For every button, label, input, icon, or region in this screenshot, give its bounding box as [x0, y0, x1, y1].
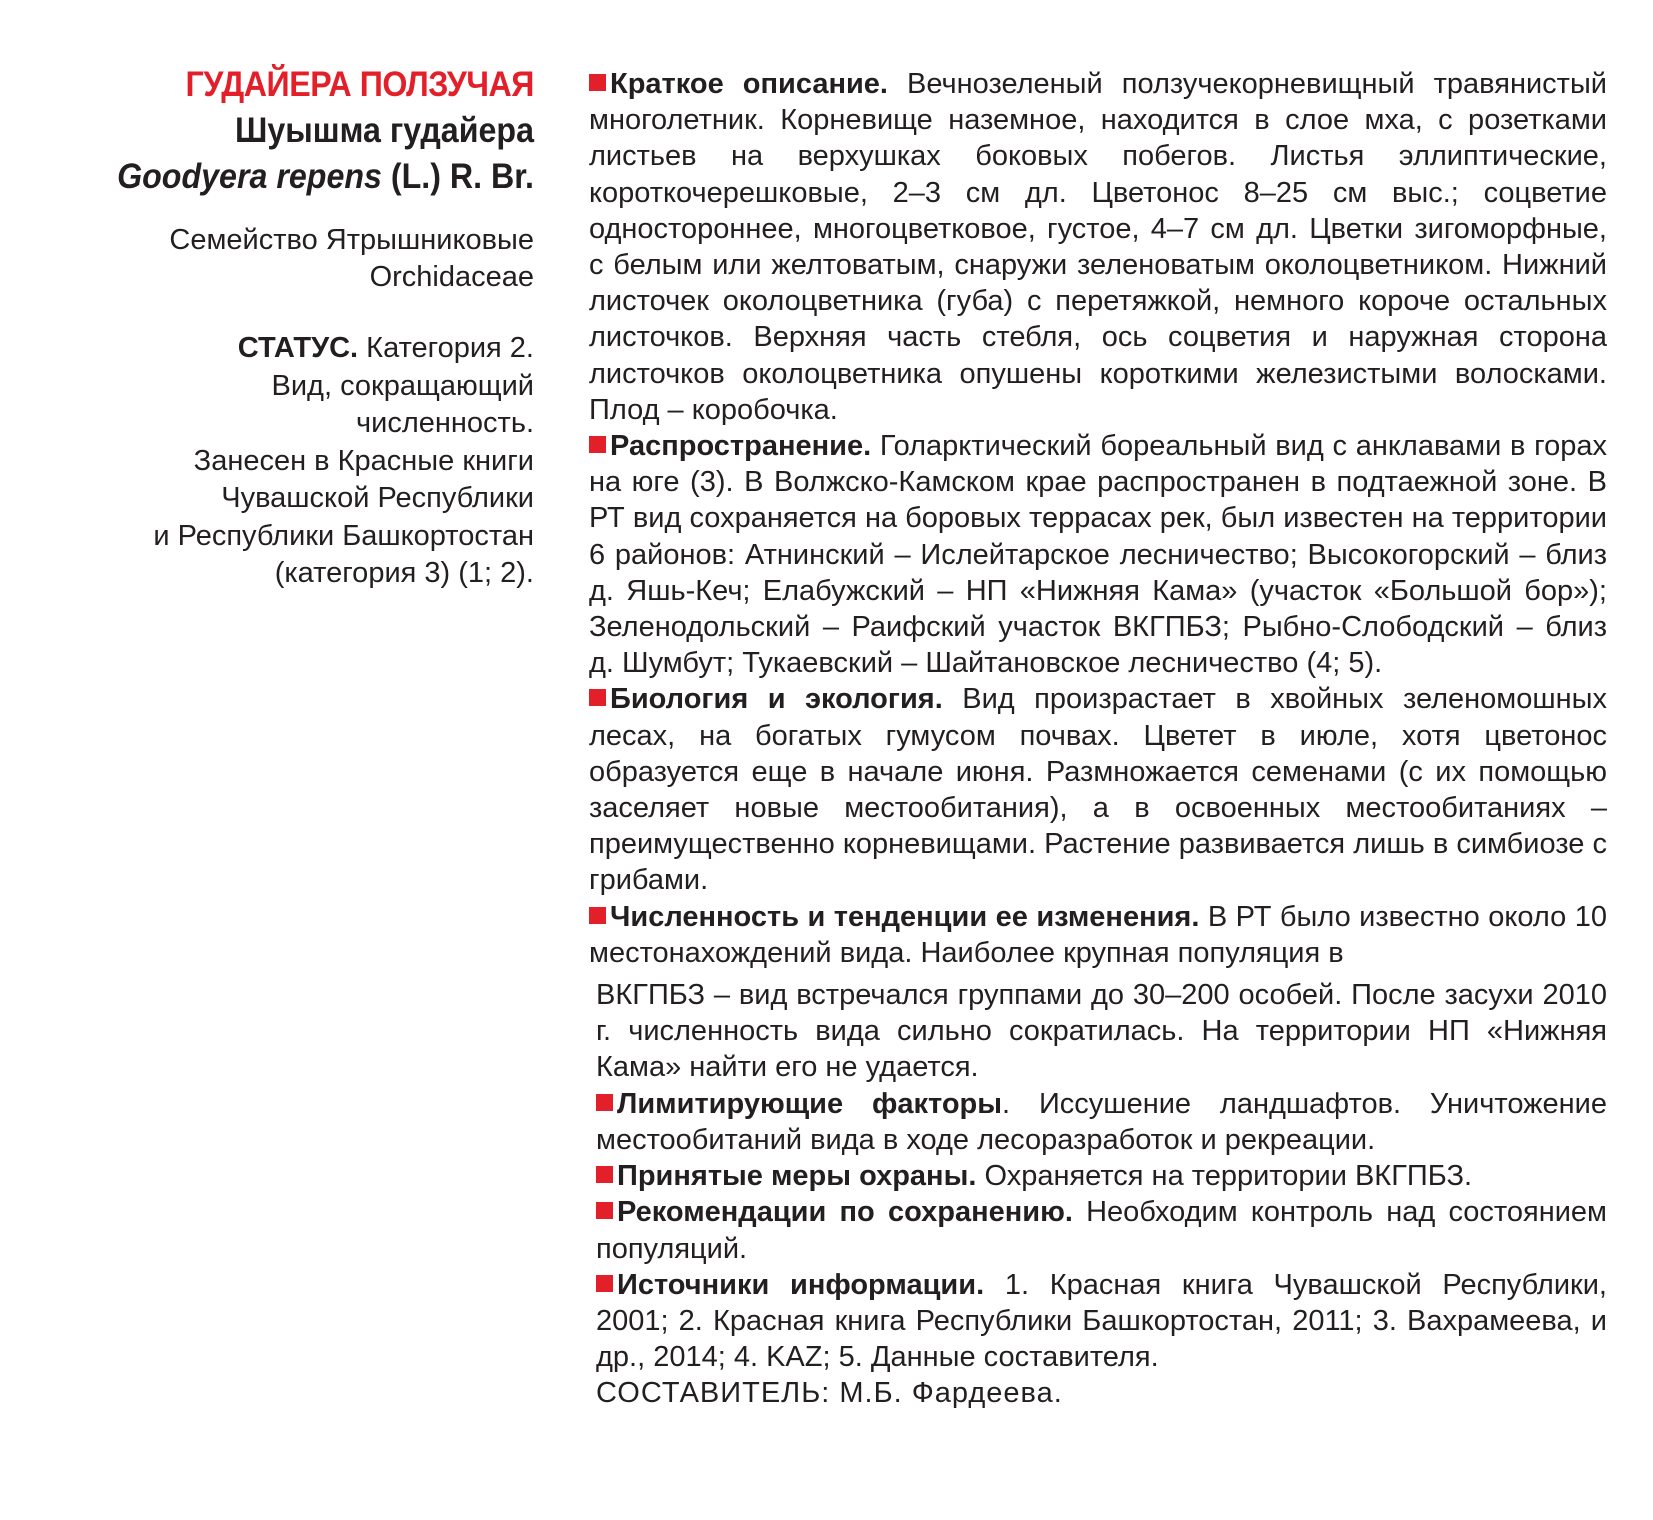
- section-text: Вид произрастает в хвойных зеленомошных лесах, на богатых гумусом почвах. Цветет в июле, хотя цветонос образуется еще в начале июня. Размножается семенами (с их помощью заселяет новые местообитания), а в освоенных местообитаниях – преимущественно корневищами. Растение развивается лишь в симбиозе с грибами.: [589, 683, 1607, 897]
- species-name-russian: ГУДАЙЕРА ПОЛЗУЧАЯ: [185, 65, 534, 104]
- species-name-tatar: Шуышма гудайера: [234, 111, 534, 150]
- species-header: [60, 62, 534, 593]
- family-latin: Orchidaceae: [369, 261, 534, 293]
- status-line: (категория 3) (1; 2).: [274, 557, 534, 589]
- section-text: . Иссушение ландшафтов. Уничтожение местообитаний вида в ходе лесоразработок и рекреации.: [596, 1087, 1607, 1156]
- section-recommendations: [589, 1194, 1607, 1266]
- section-population: [589, 899, 1607, 971]
- species-name-latin: [98, 154, 534, 200]
- section-text: Охраняется на территории ВКГПБЗ.: [976, 1160, 1473, 1193]
- status-line: СТАТУС. Категория 2.: [237, 332, 534, 364]
- section-protection-measures: [589, 1158, 1607, 1194]
- red-square-bullet-icon: [596, 1094, 613, 1111]
- section-limiting-factors: [589, 1086, 1607, 1158]
- section-biology: [589, 681, 1607, 898]
- section-heading: Распространение.: [610, 430, 872, 463]
- section-heading: Лимитирующие факторы: [617, 1087, 1003, 1120]
- family-block: [60, 222, 534, 296]
- status-line: Чувашской Республики: [221, 482, 534, 514]
- section-sources: [589, 1267, 1607, 1376]
- red-square-bullet-icon: [596, 1166, 613, 1183]
- section-text: Голарктический бореальный вид с анклавами в горах на юге (3). В Волжско-Камском крае распространен в подтаежной зоне. В РТ вид сохраняется на боровых террасах рек, был известен на территории 6 районов: Атнинский – Ислейтарское лесничество; Высокогорский – близ д. Яшь-Кеч; Елабужский – НП «Нижняя Кама» (участок «Большой бор»); Зеленодольский – Раифский участок ВКГПБЗ; Рыбно-Слободский – близ д. Шумбут; Тукаевский – Шайтановское лесничество (4; 5).: [589, 430, 1607, 680]
- red-square-bullet-icon: [589, 74, 606, 91]
- compiler-credit: СОСТАВИТЕЛЬ: М.Б. Фардеева.: [596, 1377, 1063, 1410]
- section-heading: Рекомендации по сохранению.: [617, 1196, 1073, 1229]
- section-heading: Принятые меры охраны.: [617, 1160, 977, 1193]
- status-line: и Республики Башкортостан: [153, 519, 534, 552]
- status-line: численность.: [356, 407, 534, 439]
- family-russian: Семейство Ятрышниковые: [169, 224, 534, 256]
- status-label: СТАТУС.: [237, 332, 359, 364]
- section-text: Необходим контроль над состоянием популяций.: [596, 1196, 1607, 1265]
- red-square-bullet-icon: [596, 1275, 613, 1292]
- red-square-bullet-icon: [589, 689, 606, 706]
- section-population-continued: ВКГПБЗ – вид встречался группами до 30–200 особей. После засухи 2010 г. численность вида сильно сократилась. На территории НП «Нижняя Кама» найти его не удается.: [596, 979, 1607, 1084]
- section-heading: Краткое описание.: [610, 68, 888, 100]
- red-square-bullet-icon: [596, 1202, 613, 1219]
- red-square-bullet-icon: [589, 436, 606, 453]
- latin-binomial: Goodyera repens: [117, 157, 382, 196]
- status-line: Вид, сокращающий: [271, 369, 534, 402]
- section-text: В РТ было известно около 10 местонахождений вида. Наиболее крупная популяция в: [589, 900, 1607, 969]
- section-text: 1. Красная книга Чувашской Республики, 2001; 2. Красная книга Республики Башкортостан, 2011; 3. Вахрамеева, и др., 2014; 4. KAZ; 5. Данные составителя.: [596, 1268, 1607, 1374]
- section-heading: Источники информации.: [617, 1268, 985, 1301]
- species-description: [589, 66, 1607, 1412]
- status-block: [60, 330, 534, 593]
- section-heading: Биология и экология.: [610, 683, 943, 716]
- status-line: Занесен в Красные книги: [193, 444, 534, 477]
- section-text: Вечнозеленый ползучекорневищный травянистый многолетник. Корневище наземное, находится в слое мха, с розетками листьев на верхушках боковых побегов. Листья эллиптические, короткочерешковые, 2–3 см дл. Цветонос 8–25 см выс.; соцветие одностороннее, многоцветковое, густое, 4–7 см дл. Цветки зигоморфные, с белым или желтоватым, снаружи зеленоватым околоцветником. Нижний листочек околоцветника (губа) с перетяжкой, немного короче остальных листочков. Верхняя часть стебля, ось соцветия и наружная сторона листочков околоцветника опушены короткими железистыми волосками. Плод – коробочка.: [589, 68, 1607, 426]
- section-description: [589, 66, 1607, 428]
- latin-author: (L.) R. Br.: [381, 157, 534, 196]
- section-distribution: [589, 428, 1607, 681]
- section-heading: Численность и тенденции ее изменения.: [610, 900, 1200, 933]
- red-square-bullet-icon: [589, 907, 606, 924]
